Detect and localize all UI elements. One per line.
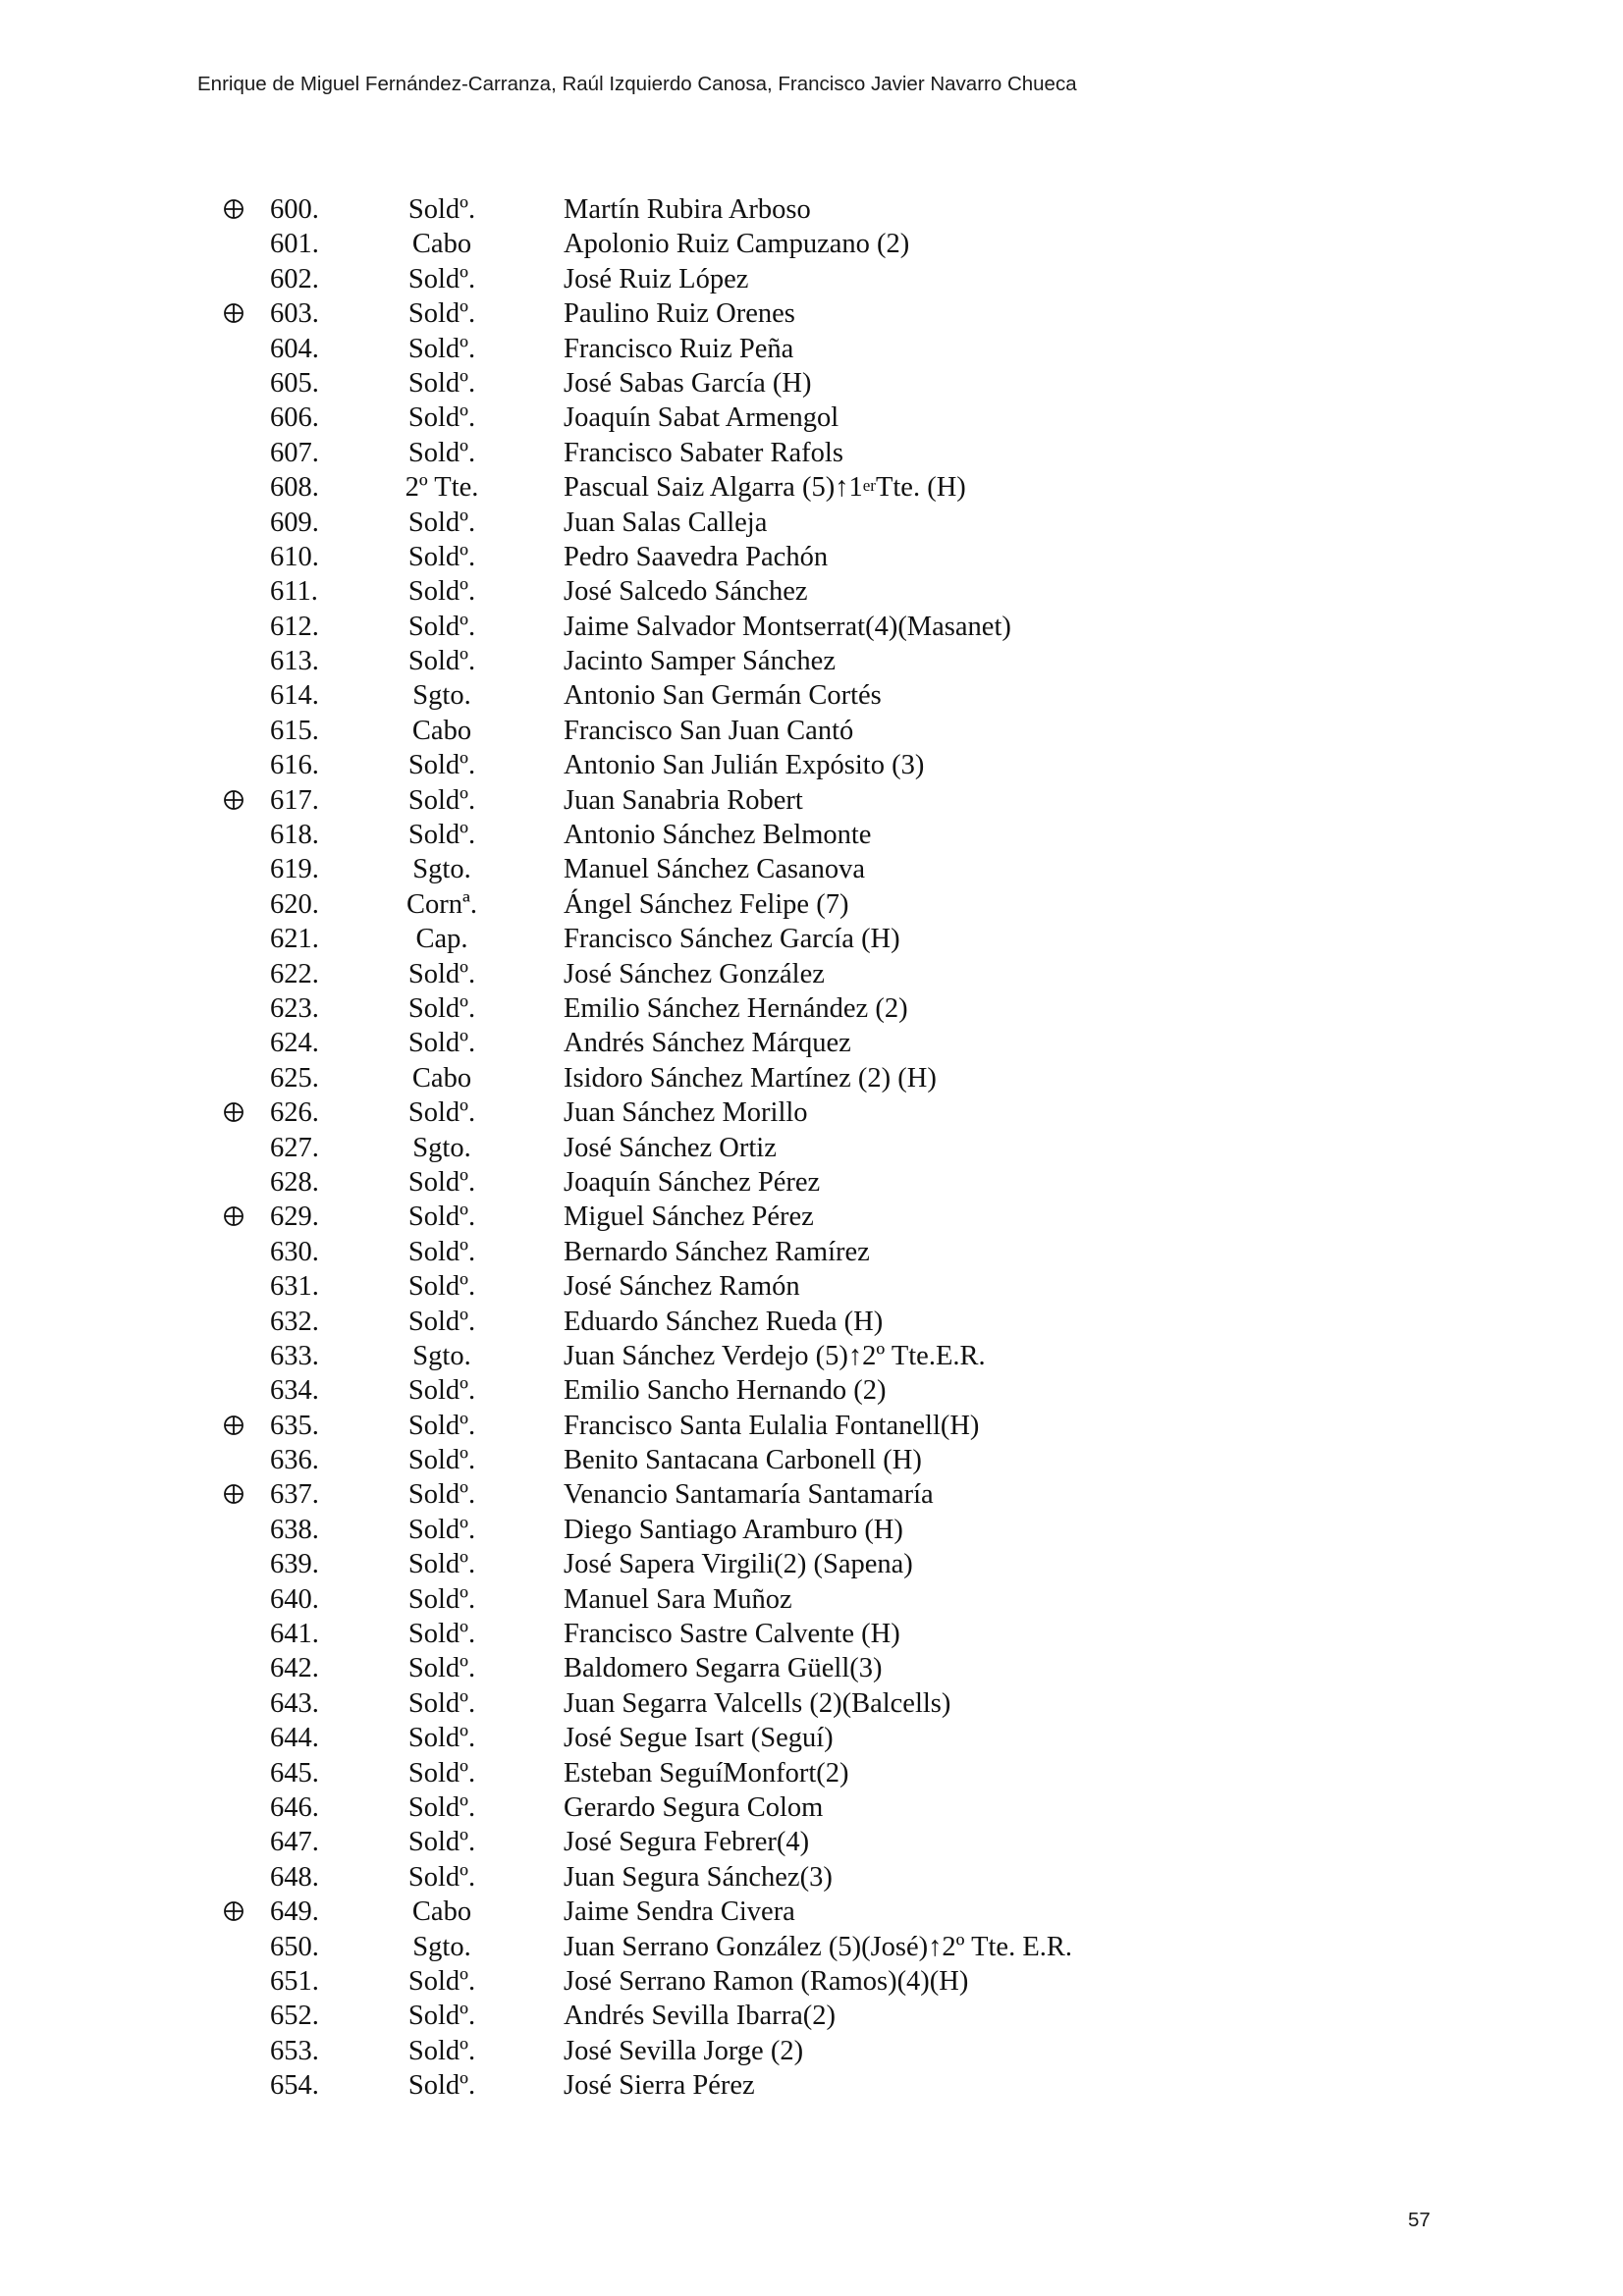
entry-rank: Soldº. [407, 1687, 476, 1719]
roster-row [0, 1477, 1623, 1512]
entry-number: 653. [270, 2035, 319, 2066]
entry-rank: Cabo [411, 1896, 472, 1928]
entry-rank: Sgto. [412, 680, 471, 712]
entry-name: Emilio Sancho Hernando (2) [564, 1375, 887, 1407]
entry-rank: Soldº. [407, 437, 476, 468]
entry-name: Francisco Santa Eulalia Fontanell(H) [564, 1410, 980, 1441]
entry-number: 619. [270, 854, 319, 885]
roster-row [0, 1339, 1623, 1373]
roster-row [0, 957, 1623, 991]
entry-name: Juan Serrano González (5)(José)↑2º Tte. E.R. [564, 1931, 1072, 1962]
entry-name: José Segue Isart (Seguí) [564, 1723, 834, 1754]
circled-cross-icon [220, 783, 247, 818]
entry-rank: Cap. [415, 924, 468, 955]
entry-number: 613. [270, 646, 319, 677]
entry-name: Pascual Saiz Algarra (5)↑1erTte. (H) [564, 472, 966, 504]
running-header-authors: Enrique de Miguel Fernández-Carranza, Raúl Izquierdo Canosa, Francisco Javier Navarro Chueca [197, 73, 1077, 95]
circled-cross-icon [220, 296, 247, 331]
roster-row [0, 1061, 1623, 1095]
entry-rank: Soldº. [407, 750, 476, 781]
entry-rank: 2º Tte. [405, 472, 479, 504]
entry-number: 602. [270, 263, 319, 294]
roster-row [0, 1513, 1623, 1547]
entry-rank: Soldº. [407, 402, 476, 434]
entry-number: 654. [270, 2070, 319, 2102]
circled-cross-icon [220, 1895, 247, 1929]
entry-name: Jaime Sendra Civera [564, 1896, 795, 1928]
roster-row [0, 366, 1623, 400]
entry-name: Ángel Sánchez Felipe (7) [564, 888, 849, 920]
entry-name: Francisco San Juan Cantó [564, 715, 854, 746]
entry-rank: Cabo [411, 715, 472, 746]
entry-number: 649. [270, 1896, 319, 1928]
entry-name: Eduardo Sánchez Rueda (H) [564, 1306, 884, 1337]
entry-name: José Sierra Pérez [564, 2070, 755, 2102]
entry-number: 606. [270, 402, 319, 434]
roster-row [0, 610, 1623, 644]
entry-number: 620. [270, 888, 319, 920]
entry-name: José Salcedo Sánchez [564, 576, 808, 608]
entry-name: Miguel Sánchez Pérez [564, 1201, 814, 1233]
roster-row [0, 1721, 1623, 1755]
entry-rank: Soldº. [407, 2035, 476, 2066]
entry-name: Pedro Saavedra Pachón [564, 541, 829, 572]
roster-row [0, 1930, 1623, 1964]
entry-name: José Serrano Ramon (Ramos)(4)(H) [564, 1965, 969, 1997]
entry-name: Isidoro Sánchez Martínez (2) (H) [564, 1062, 937, 1094]
entry-rank: Soldº. [407, 1375, 476, 1407]
entry-name: José Sánchez Ortiz [564, 1132, 777, 1163]
entry-rank: Soldº. [407, 1236, 476, 1267]
entry-number: 640. [270, 1583, 319, 1615]
entry-name: Martín Rubira Arboso [564, 194, 811, 225]
entry-number: 632. [270, 1306, 319, 1337]
roster-row [0, 852, 1623, 886]
entry-number: 638. [270, 1514, 319, 1545]
entry-rank: Soldº. [407, 1549, 476, 1580]
entry-name: José Sabas García (H) [564, 367, 812, 399]
entry-rank: Soldº. [407, 784, 476, 816]
entry-name: Diego Santiago Aramburo (H) [564, 1514, 903, 1545]
entry-number: 627. [270, 1132, 319, 1163]
entry-number: 610. [270, 541, 319, 572]
entry-rank: Soldº. [407, 611, 476, 642]
roster-row [0, 1235, 1623, 1269]
entry-name: José Segura Febrer(4) [564, 1827, 810, 1858]
entry-name: Gerardo Segura Colom [564, 1791, 824, 1823]
entry-name: Manuel Sara Muñoz [564, 1583, 792, 1615]
roster-row [0, 1582, 1623, 1617]
entry-number: 645. [270, 1757, 319, 1789]
entry-name: José Ruiz López [564, 263, 749, 294]
roster-row [0, 2034, 1623, 2068]
roster-row [0, 1860, 1623, 1895]
entry-rank: Soldº. [407, 992, 476, 1024]
entry-rank: Soldº. [407, 1410, 476, 1441]
entry-rank: Soldº. [407, 1201, 476, 1233]
entry-rank: Soldº. [407, 367, 476, 399]
roster-row [0, 783, 1623, 818]
entry-rank: Soldº. [407, 2070, 476, 2102]
entry-number: 642. [270, 1653, 319, 1684]
entry-name: José Sevilla Jorge (2) [564, 2035, 804, 2066]
circled-cross-icon [220, 1477, 247, 1512]
entry-number: 633. [270, 1340, 319, 1371]
entry-number: 603. [270, 298, 319, 330]
entry-number: 646. [270, 1791, 319, 1823]
entry-number: 648. [270, 1861, 319, 1893]
roster-row [0, 1686, 1623, 1721]
entry-number: 615. [270, 715, 319, 746]
roster-row [0, 227, 1623, 261]
entry-rank: Soldº. [407, 1097, 476, 1129]
entry-number: 626. [270, 1097, 319, 1129]
roster-row [0, 678, 1623, 713]
entry-number: 623. [270, 992, 319, 1024]
entry-rank: Cabo [411, 229, 472, 260]
roster-row [0, 1305, 1623, 1339]
circled-cross-icon [220, 1200, 247, 1234]
entry-number: 652. [270, 2001, 319, 2032]
entry-name: Antonio San Julián Expósito (3) [564, 750, 925, 781]
entry-name: Bernardo Sánchez Ramírez [564, 1236, 870, 1267]
entry-name: Emilio Sánchez Hernández (2) [564, 992, 908, 1024]
roster-row [0, 1026, 1623, 1060]
entry-rank: Soldº. [407, 1583, 476, 1615]
entry-number: 612. [270, 611, 319, 642]
roster-row [0, 1964, 1623, 1999]
entry-number: 601. [270, 229, 319, 260]
entry-name: José Sánchez Ramón [564, 1271, 800, 1303]
entry-rank: Cabo [411, 1062, 472, 1094]
entry-number: 635. [270, 1410, 319, 1441]
roster-row [0, 262, 1623, 296]
roster-row [0, 2068, 1623, 2103]
roster-row [0, 644, 1623, 678]
roster-row [0, 1269, 1623, 1304]
page-number: 57 [1408, 2209, 1431, 2231]
entry-rank: Soldº. [407, 541, 476, 572]
entry-rank: Soldº. [407, 1306, 476, 1337]
entry-number: 609. [270, 507, 319, 538]
entry-rank: Soldº. [407, 1827, 476, 1858]
entry-number: 650. [270, 1931, 319, 1962]
entry-rank: Soldº. [407, 1965, 476, 1997]
roster-row [0, 1200, 1623, 1234]
entry-number: 605. [270, 367, 319, 399]
roster-row [0, 1825, 1623, 1859]
entry-number: 628. [270, 1166, 319, 1198]
entry-name: Joaquín Sabat Armengol [564, 402, 839, 434]
entry-rank: Soldº. [407, 2001, 476, 2032]
entry-name: José Sapera Virgili(2) (Sapena) [564, 1549, 913, 1580]
entry-name: Jacinto Samper Sánchez [564, 646, 836, 677]
entry-rank: Sgto. [412, 854, 471, 885]
entry-number: 607. [270, 437, 319, 468]
roster-row [0, 991, 1623, 1026]
roster-row [0, 714, 1623, 748]
entry-rank: Soldº. [407, 646, 476, 677]
roster-row [0, 1617, 1623, 1651]
entry-name: Juan Sanabria Robert [564, 784, 803, 816]
entry-number: 631. [270, 1271, 319, 1303]
roster-row [0, 400, 1623, 435]
roster-row [0, 887, 1623, 922]
roster-row [0, 818, 1623, 852]
entry-rank: Soldº. [407, 820, 476, 851]
entry-rank: Soldº. [407, 333, 476, 364]
entry-rank: Soldº. [407, 1445, 476, 1476]
entry-name: Paulino Ruiz Orenes [564, 298, 795, 330]
entry-rank: Sgto. [412, 1931, 471, 1962]
roster-row [0, 1443, 1623, 1477]
roster-row [0, 1790, 1623, 1825]
entry-number: 608. [270, 472, 319, 504]
roster-row [0, 1409, 1623, 1443]
entry-name: Juan Sánchez Verdejo (5)↑2º Tte.E.R. [564, 1340, 986, 1371]
circled-cross-icon [220, 1409, 247, 1443]
entry-name: Juan Segura Sánchez(3) [564, 1861, 833, 1893]
entry-name: Antonio San Germán Cortés [564, 680, 882, 712]
entry-rank: Soldº. [407, 298, 476, 330]
entry-rank: Soldº. [407, 576, 476, 608]
entry-number: 644. [270, 1723, 319, 1754]
entry-number: 616. [270, 750, 319, 781]
entry-name: Manuel Sánchez Casanova [564, 854, 866, 885]
entry-number: 636. [270, 1445, 319, 1476]
entry-number: 647. [270, 1827, 319, 1858]
roster-row [0, 922, 1623, 956]
roster-row [0, 540, 1623, 574]
entry-number: 643. [270, 1687, 319, 1719]
roster-row [0, 1895, 1623, 1929]
entry-number: 604. [270, 333, 319, 364]
entry-number: 625. [270, 1062, 319, 1094]
entry-name: Andrés Sánchez Márquez [564, 1028, 851, 1059]
entry-name: Antonio Sánchez Belmonte [564, 820, 872, 851]
entry-number: 617. [270, 784, 319, 816]
entry-number: 639. [270, 1549, 319, 1580]
entry-name: Benito Santacana Carbonell (H) [564, 1445, 922, 1476]
entry-name: Francisco Sabater Rafols [564, 437, 843, 468]
entry-number: 630. [270, 1236, 319, 1267]
entry-name: Juan Sánchez Morillo [564, 1097, 808, 1129]
roster-row [0, 748, 1623, 782]
entry-rank: Soldº. [407, 1028, 476, 1059]
entry-rank: Soldº. [407, 1479, 476, 1511]
entry-number: 637. [270, 1479, 319, 1511]
circled-cross-icon [220, 192, 247, 227]
roster-row [0, 1131, 1623, 1165]
entry-number: 611. [270, 576, 318, 608]
roster-row [0, 1373, 1623, 1408]
entry-name: Joaquín Sánchez Pérez [564, 1166, 821, 1198]
entry-rank: Soldº. [407, 263, 476, 294]
entry-rank: Soldº. [407, 958, 476, 989]
roster-row [0, 1165, 1623, 1200]
entry-name: Juan Segarra Valcells (2)(Balcells) [564, 1687, 951, 1719]
entry-name: Juan Salas Calleja [564, 507, 768, 538]
circled-cross-icon [220, 1095, 247, 1130]
entry-number: 624. [270, 1028, 319, 1059]
entry-number: 622. [270, 958, 319, 989]
entry-name: Apolonio Ruiz Campuzano (2) [564, 229, 910, 260]
entry-rank: Soldº. [407, 194, 476, 225]
entry-rank: Sgto. [412, 1340, 471, 1371]
entry-number: 618. [270, 820, 319, 851]
roster-row [0, 332, 1623, 366]
entry-name: Esteban SeguíMonfort(2) [564, 1757, 849, 1789]
entry-rank: Soldº. [407, 1514, 476, 1545]
roster-row [0, 192, 1623, 227]
roster-row [0, 1547, 1623, 1581]
entry-name: Francisco Sánchez García (H) [564, 924, 900, 955]
entry-name: Andrés Sevilla Ibarra(2) [564, 2001, 836, 2032]
entry-rank: Soldº. [407, 1166, 476, 1198]
entry-rank: Soldº. [407, 1861, 476, 1893]
entry-rank: Soldº. [407, 1757, 476, 1789]
entry-rank: Soldº. [407, 1619, 476, 1650]
entry-name: Baldomero Segarra Güell(3) [564, 1653, 883, 1684]
entry-rank: Soldº. [407, 1271, 476, 1303]
roster-row [0, 1999, 1623, 2033]
entry-rank: Soldº. [407, 507, 476, 538]
roster-row [0, 436, 1623, 470]
entry-rank: Sgto. [412, 1132, 471, 1163]
entry-number: 614. [270, 680, 319, 712]
entry-rank: Soldº. [407, 1653, 476, 1684]
entry-number: 629. [270, 1201, 319, 1233]
entry-rank: Cornª. [406, 888, 477, 920]
roster-row [0, 470, 1623, 505]
roster-row [0, 1095, 1623, 1130]
entry-rank: Soldº. [407, 1723, 476, 1754]
entry-rank: Soldº. [407, 1791, 476, 1823]
entry-name: Francisco Ruiz Peña [564, 333, 794, 364]
roster-list [0, 192, 1623, 2103]
entry-name: Francisco Sastre Calvente (H) [564, 1619, 900, 1650]
entry-number: 621. [270, 924, 319, 955]
roster-row [0, 296, 1623, 331]
roster-row [0, 1651, 1623, 1685]
roster-row [0, 506, 1623, 540]
entry-number: 641. [270, 1619, 319, 1650]
roster-row [0, 1756, 1623, 1790]
entry-number: 634. [270, 1375, 319, 1407]
entry-number: 600. [270, 194, 319, 225]
entry-name: Jaime Salvador Montserrat(4)(Masanet) [564, 611, 1011, 642]
entry-name: Venancio Santamaría Santamaría [564, 1479, 934, 1511]
entry-number: 651. [270, 1965, 319, 1997]
roster-row [0, 574, 1623, 609]
entry-name: José Sánchez González [564, 958, 825, 989]
